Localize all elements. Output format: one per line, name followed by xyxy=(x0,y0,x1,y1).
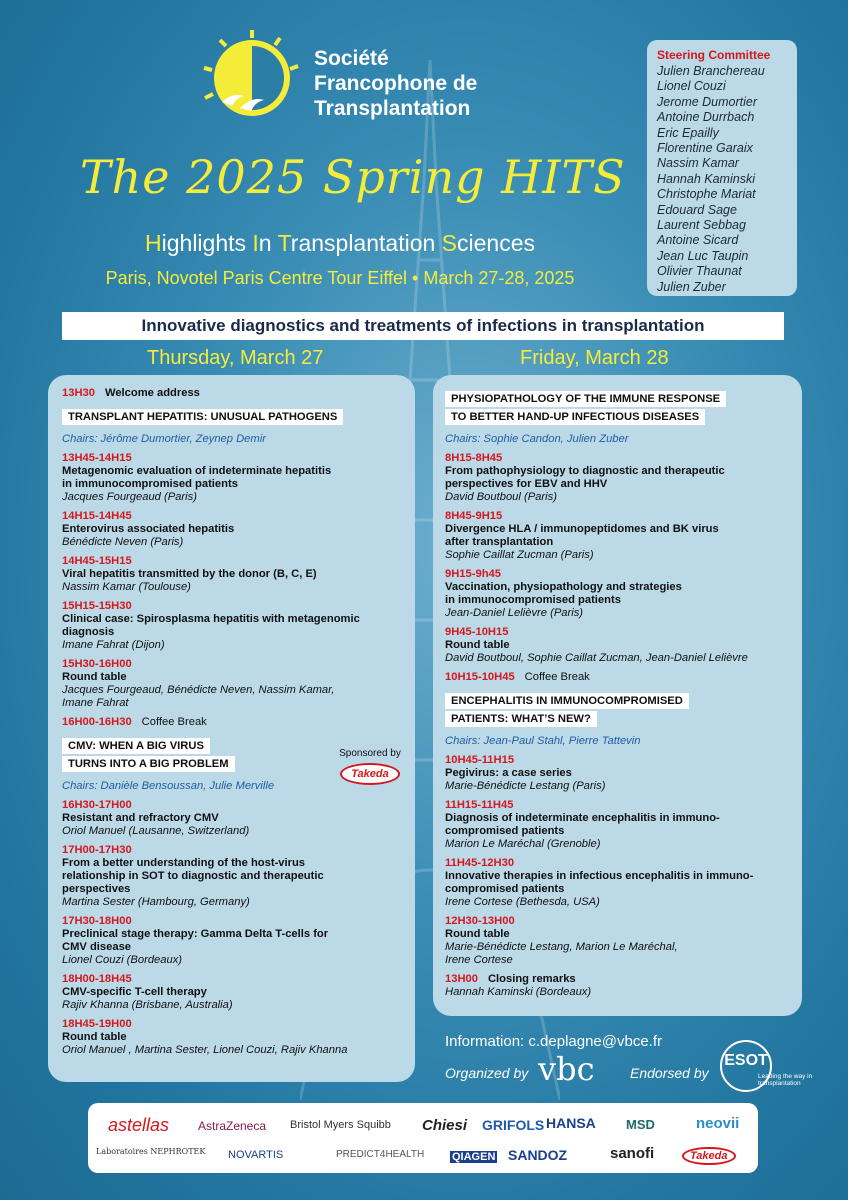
talk-title: Round table xyxy=(62,671,127,683)
friday-program-panel xyxy=(433,375,802,1016)
talk-time: 10H45-11H15 xyxy=(445,754,515,766)
talk-speaker: David Boutboul, Sophie Caillat Zucman, Jean-Daniel Lelièvre xyxy=(445,652,748,664)
talk-title-cont: compromised patients xyxy=(445,825,565,837)
talk-title: Clinical case: Spirosplasma hepatitis with metagenomic xyxy=(62,613,360,625)
committee-member: Julien Branchereau xyxy=(657,64,765,78)
session-chairs: Chairs: Jérôme Dumortier, Zeynep Demir xyxy=(62,433,266,445)
talk-title: Metagenomic evaluation of indeterminate hepatitis xyxy=(62,465,332,477)
talk-speaker: Oriol Manuel , Martina Sester, Lionel Couzi, Rajiv Khanna xyxy=(62,1044,348,1056)
talk-speaker: Marion Le Maréchal (Grenoble) xyxy=(445,838,601,850)
talk-time: 9H45-10H15 xyxy=(445,626,509,638)
talk-item xyxy=(62,658,415,710)
takeda-logo: Takeda xyxy=(340,763,400,785)
coffee-break-row xyxy=(62,716,415,729)
talk-title: From a better understanding of the host-virus xyxy=(62,857,306,869)
slot-time: 16H00-16H30 xyxy=(62,716,132,728)
talk-time: 9H15-9h45 xyxy=(445,568,501,580)
society-name-line3: Transplantation xyxy=(314,97,471,120)
subtitle-word: ransplantation xyxy=(290,230,442,256)
welcome-row xyxy=(62,387,415,400)
slot-title: Coffee Break xyxy=(141,716,207,728)
talk-time: 16H30-17H00 xyxy=(62,799,132,811)
sponsor-logo: Takeda xyxy=(682,1147,736,1165)
sponsor-logo: HANSA xyxy=(546,1115,596,1131)
talk-item xyxy=(62,915,415,967)
talk-time: 14H15-14H45 xyxy=(62,510,132,522)
sponsor-logos-strip xyxy=(88,1103,758,1173)
talk-speaker: Marie-Bénédicte Lestang, Marion Le Maréchal, xyxy=(445,941,678,953)
talk-time: 8H45-9H15 xyxy=(445,510,503,522)
talk-item xyxy=(445,799,802,851)
talk-item xyxy=(445,626,802,665)
talk-speaker: Irene Cortese (Bethesda, USA) xyxy=(445,896,600,908)
talk-item xyxy=(62,973,415,1012)
talk-title: Preclinical stage therapy: Gamma Delta T-cells for xyxy=(62,928,329,940)
slot-time: 10H15-10H45 xyxy=(445,671,515,683)
talk-title: Round table xyxy=(445,639,510,651)
talk-title: Round table xyxy=(62,1031,127,1043)
committee-member: Eric Epailly xyxy=(657,125,719,140)
talk-title-cont: perspectives for EBV and HHV xyxy=(445,478,608,490)
session-title-cont: PATIENTS: WHAT’S NEW? xyxy=(445,711,597,727)
committee-member: Jean Luc Taupin xyxy=(657,248,749,263)
talk-time: 15H30-16H00 xyxy=(62,658,132,670)
talk-item xyxy=(62,600,415,652)
committee-member: Hannah Kaminski xyxy=(657,171,755,186)
talk-speaker: Jacques Fourgeaud, Bénédicte Neven, Nassim Kamar, xyxy=(62,684,335,696)
talk-time: 12H30-13H00 xyxy=(445,915,515,927)
steering-committee-box xyxy=(647,40,797,296)
coffee-break-row xyxy=(445,671,802,684)
talk-item xyxy=(445,915,802,967)
talk-speaker: Oriol Manuel (Lausanne, Switzerland) xyxy=(62,825,250,837)
committee-member: Julien Zuber xyxy=(657,279,726,294)
closing-row xyxy=(445,973,802,986)
slot-time: 13H30 xyxy=(62,387,95,399)
subtitle-word: ighlights xyxy=(161,230,253,256)
talk-item xyxy=(62,452,415,504)
vbc-logo: vbc xyxy=(538,1050,595,1088)
talk-item xyxy=(62,555,415,594)
talk-title-cont: in immunocompromised patients xyxy=(62,478,238,490)
slot-title: Coffee Break xyxy=(524,671,590,683)
slot-title: Welcome address xyxy=(104,387,200,399)
sponsor-logo: MSD xyxy=(626,1117,655,1132)
talk-title: Resistant and refractory CMV xyxy=(62,812,219,824)
talk-speaker-cont: Imane Fahrat xyxy=(62,697,129,709)
talk-title-cont: in immunocompromised patients xyxy=(445,594,621,606)
friday-heading: Friday, March 28 xyxy=(520,347,669,369)
talk-title: Vaccination, physiopathology and strategies xyxy=(445,581,682,593)
talk-title: From pathophysiology to diagnostic and therapeutic xyxy=(445,465,725,477)
subtitle-letter: I xyxy=(252,230,259,256)
sponsor-logo: PREDICT4HEALTH xyxy=(336,1149,425,1160)
committee-member: Edouard Sage xyxy=(657,202,737,217)
steering-committee-title: Steering Committee xyxy=(657,48,771,62)
session-title-cont: TO BETTER HAND-UP INFECTIOUS DISEASES xyxy=(445,409,705,425)
talk-speaker: Jacques Fourgeaud (Paris) xyxy=(62,491,197,503)
subtitle-letter: H xyxy=(145,230,162,256)
society-logo xyxy=(200,28,580,128)
committee-member: Lionel Couzi xyxy=(657,79,726,94)
sponsor-logo: GRIFOLS xyxy=(482,1117,545,1133)
event-title: The 2025 Spring HITS xyxy=(80,150,626,204)
organized-by-label: Organized by xyxy=(445,1065,529,1081)
committee-member: Jerome Dumortier xyxy=(657,94,758,109)
talk-title-cont: relationship in SOT to diagnostic and therapeutic xyxy=(62,870,324,882)
sun-swallows-icon xyxy=(200,28,310,128)
talk-time: 15H15-15H30 xyxy=(62,600,132,612)
talk-item xyxy=(62,510,415,549)
slot-time: 13H00 xyxy=(445,973,478,985)
subtitle-word: ciences xyxy=(457,230,535,256)
talk-time: 8H15-8H45 xyxy=(445,452,503,464)
talk-item xyxy=(445,452,802,504)
talk-item xyxy=(445,754,802,793)
committee-member: Christophe Mariat xyxy=(657,187,756,202)
talk-time: 18H00-18H45 xyxy=(62,973,132,985)
session-title: TRANSPLANT HEPATITIS: UNUSUAL PATHOGENS xyxy=(62,409,343,425)
talk-item xyxy=(445,857,802,909)
sponsor-logo: SANDOZ xyxy=(508,1147,568,1163)
endorsed-by-label: Endorsed by xyxy=(630,1065,709,1081)
talk-speaker-cont: Irene Cortese xyxy=(445,954,513,966)
committee-member: Antoine Sicard xyxy=(657,233,739,248)
session-title-cont: TURNS INTO A BIG PROBLEM xyxy=(62,756,235,772)
talk-time: 11H45-12H30 xyxy=(445,857,515,869)
talk-title: CMV-specific T-cell therapy xyxy=(62,986,207,998)
talk-speaker: Nassim Kamar (Toulouse) xyxy=(62,581,191,593)
event-subtitle xyxy=(60,230,620,257)
talk-title-cont: CMV disease xyxy=(62,941,132,953)
session-sponsor xyxy=(330,748,410,785)
session-title: PHYSIOPATHOLOGY OF THE IMMUNE RESPONSE xyxy=(445,391,726,407)
sponsor-logo: Chiesi xyxy=(422,1117,468,1134)
talk-title-cont: after transplantation xyxy=(445,536,554,548)
talk-time: 17H30-18H00 xyxy=(62,915,132,927)
committee-member: Olivier Thaunat xyxy=(657,264,742,279)
session-chairs: Chairs: Jean-Paul Stahl, Pierre Tattevin xyxy=(445,735,641,747)
event-venue: Paris, Novotel Paris Centre Tour Eiffel • March 27-28, 2025 xyxy=(105,268,575,288)
subtitle-letter: S xyxy=(441,230,458,256)
sponsor-logo: astellas xyxy=(108,1115,170,1135)
sponsor-logo: Bristol Myers Squibb xyxy=(290,1119,391,1131)
theme-banner: Innovative diagnostics and treatments of infections in transplantation xyxy=(62,312,784,340)
talk-item xyxy=(62,799,415,838)
talk-title-cont: compromised patients xyxy=(445,883,565,895)
sponsor-logo: AstraZeneca xyxy=(198,1119,267,1133)
talk-title: Diagnosis of indeterminate encephalitis in immuno- xyxy=(445,812,720,824)
sponsor-logo: Laboratoires NEPHROTEK xyxy=(96,1147,206,1156)
talk-speaker: Jean-Daniel Lelièvre (Paris) xyxy=(445,607,584,619)
talk-title: Innovative therapies in infectious encephalitis in immuno- xyxy=(445,870,754,882)
talk-time: 17H00-17H30 xyxy=(62,844,132,856)
steering-committee-list xyxy=(657,64,797,295)
talk-speaker: Imane Fahrat (Dijon) xyxy=(62,639,165,651)
talk-time: 14H45-15H15 xyxy=(62,555,132,567)
sponsor-logo: NOVARTIS xyxy=(228,1149,284,1161)
esot-logo xyxy=(718,1038,813,1094)
talk-item xyxy=(62,1018,415,1057)
session-chairs: Chairs: Sophie Candon, Julien Zuber xyxy=(445,433,629,445)
talk-title: Round table xyxy=(445,928,510,940)
talk-speaker: Lionel Couzi (Bordeaux) xyxy=(62,954,183,966)
slot-title: Closing remarks xyxy=(487,973,576,985)
talk-time: 18H45-19H00 xyxy=(62,1018,132,1030)
esot-name: ESOT xyxy=(724,1052,768,1069)
talk-speaker: Martina Sester (Hambourg, Germany) xyxy=(62,896,250,908)
talk-time: 11H15-11H45 xyxy=(445,799,514,811)
talk-title-cont: perspectives xyxy=(62,883,131,895)
talk-speaker: Hannah Kaminski (Bordeaux) xyxy=(445,986,592,998)
talk-item xyxy=(445,568,802,620)
talk-title-cont: diagnosis xyxy=(62,626,115,638)
sponsor-logo: QIAGEN xyxy=(452,1151,496,1163)
thursday-program-panel xyxy=(48,375,415,1082)
society-name-line1: Société xyxy=(314,47,389,70)
talk-item xyxy=(445,510,802,562)
talk-speaker: Bénédicte Neven (Paris) xyxy=(62,536,184,548)
talk-title: Divergence HLA / immunopeptidomes and BK virus xyxy=(445,523,719,535)
talk-title: Pegivirus: a case series xyxy=(445,767,572,779)
thursday-heading: Thursday, March 27 xyxy=(147,347,324,369)
committee-member: Nassim Kamar xyxy=(657,156,739,171)
committee-member: Laurent Sebbag xyxy=(657,218,746,233)
talk-title: Enterovirus associated hepatitis xyxy=(62,523,235,535)
sponsored-by-label: Sponsored by xyxy=(339,748,401,759)
talk-speaker: Sophie Caillat Zucman (Paris) xyxy=(445,549,594,561)
subtitle-letter: T xyxy=(277,230,291,256)
session-title: CMV: WHEN A BIG VIRUS xyxy=(62,738,210,754)
talk-title: Viral hepatitis transmitted by the donor (B, C, E) xyxy=(62,568,317,580)
session-title: ENCEPHALITIS IN IMMUNOCOMPROMISED xyxy=(445,693,689,709)
committee-member: Antoine Durrbach xyxy=(657,110,755,125)
talk-speaker: David Boutboul (Paris) xyxy=(445,491,557,503)
talk-time: 13H45-14H15 xyxy=(62,452,132,464)
sponsor-logo: sanofi xyxy=(610,1145,655,1162)
session-chairs: Chairs: Danièle Bensoussan, Julie Merville xyxy=(62,780,275,792)
sponsor-logo: neovii xyxy=(696,1115,740,1132)
subtitle-word: n xyxy=(258,230,278,256)
talk-speaker: Marie-Bénédicte Lestang (Paris) xyxy=(445,780,606,792)
committee-member: Florentine Garaix xyxy=(657,141,753,156)
contact-information: Information: c.deplagne@vbce.fr xyxy=(445,1033,663,1050)
talk-speaker: Rajiv Khanna (Brisbane, Australia) xyxy=(62,999,233,1011)
esot-tagline: Leading the way in transplantation xyxy=(758,1073,813,1087)
talk-item xyxy=(62,844,415,909)
society-name-line2: Francophone de xyxy=(314,72,478,95)
